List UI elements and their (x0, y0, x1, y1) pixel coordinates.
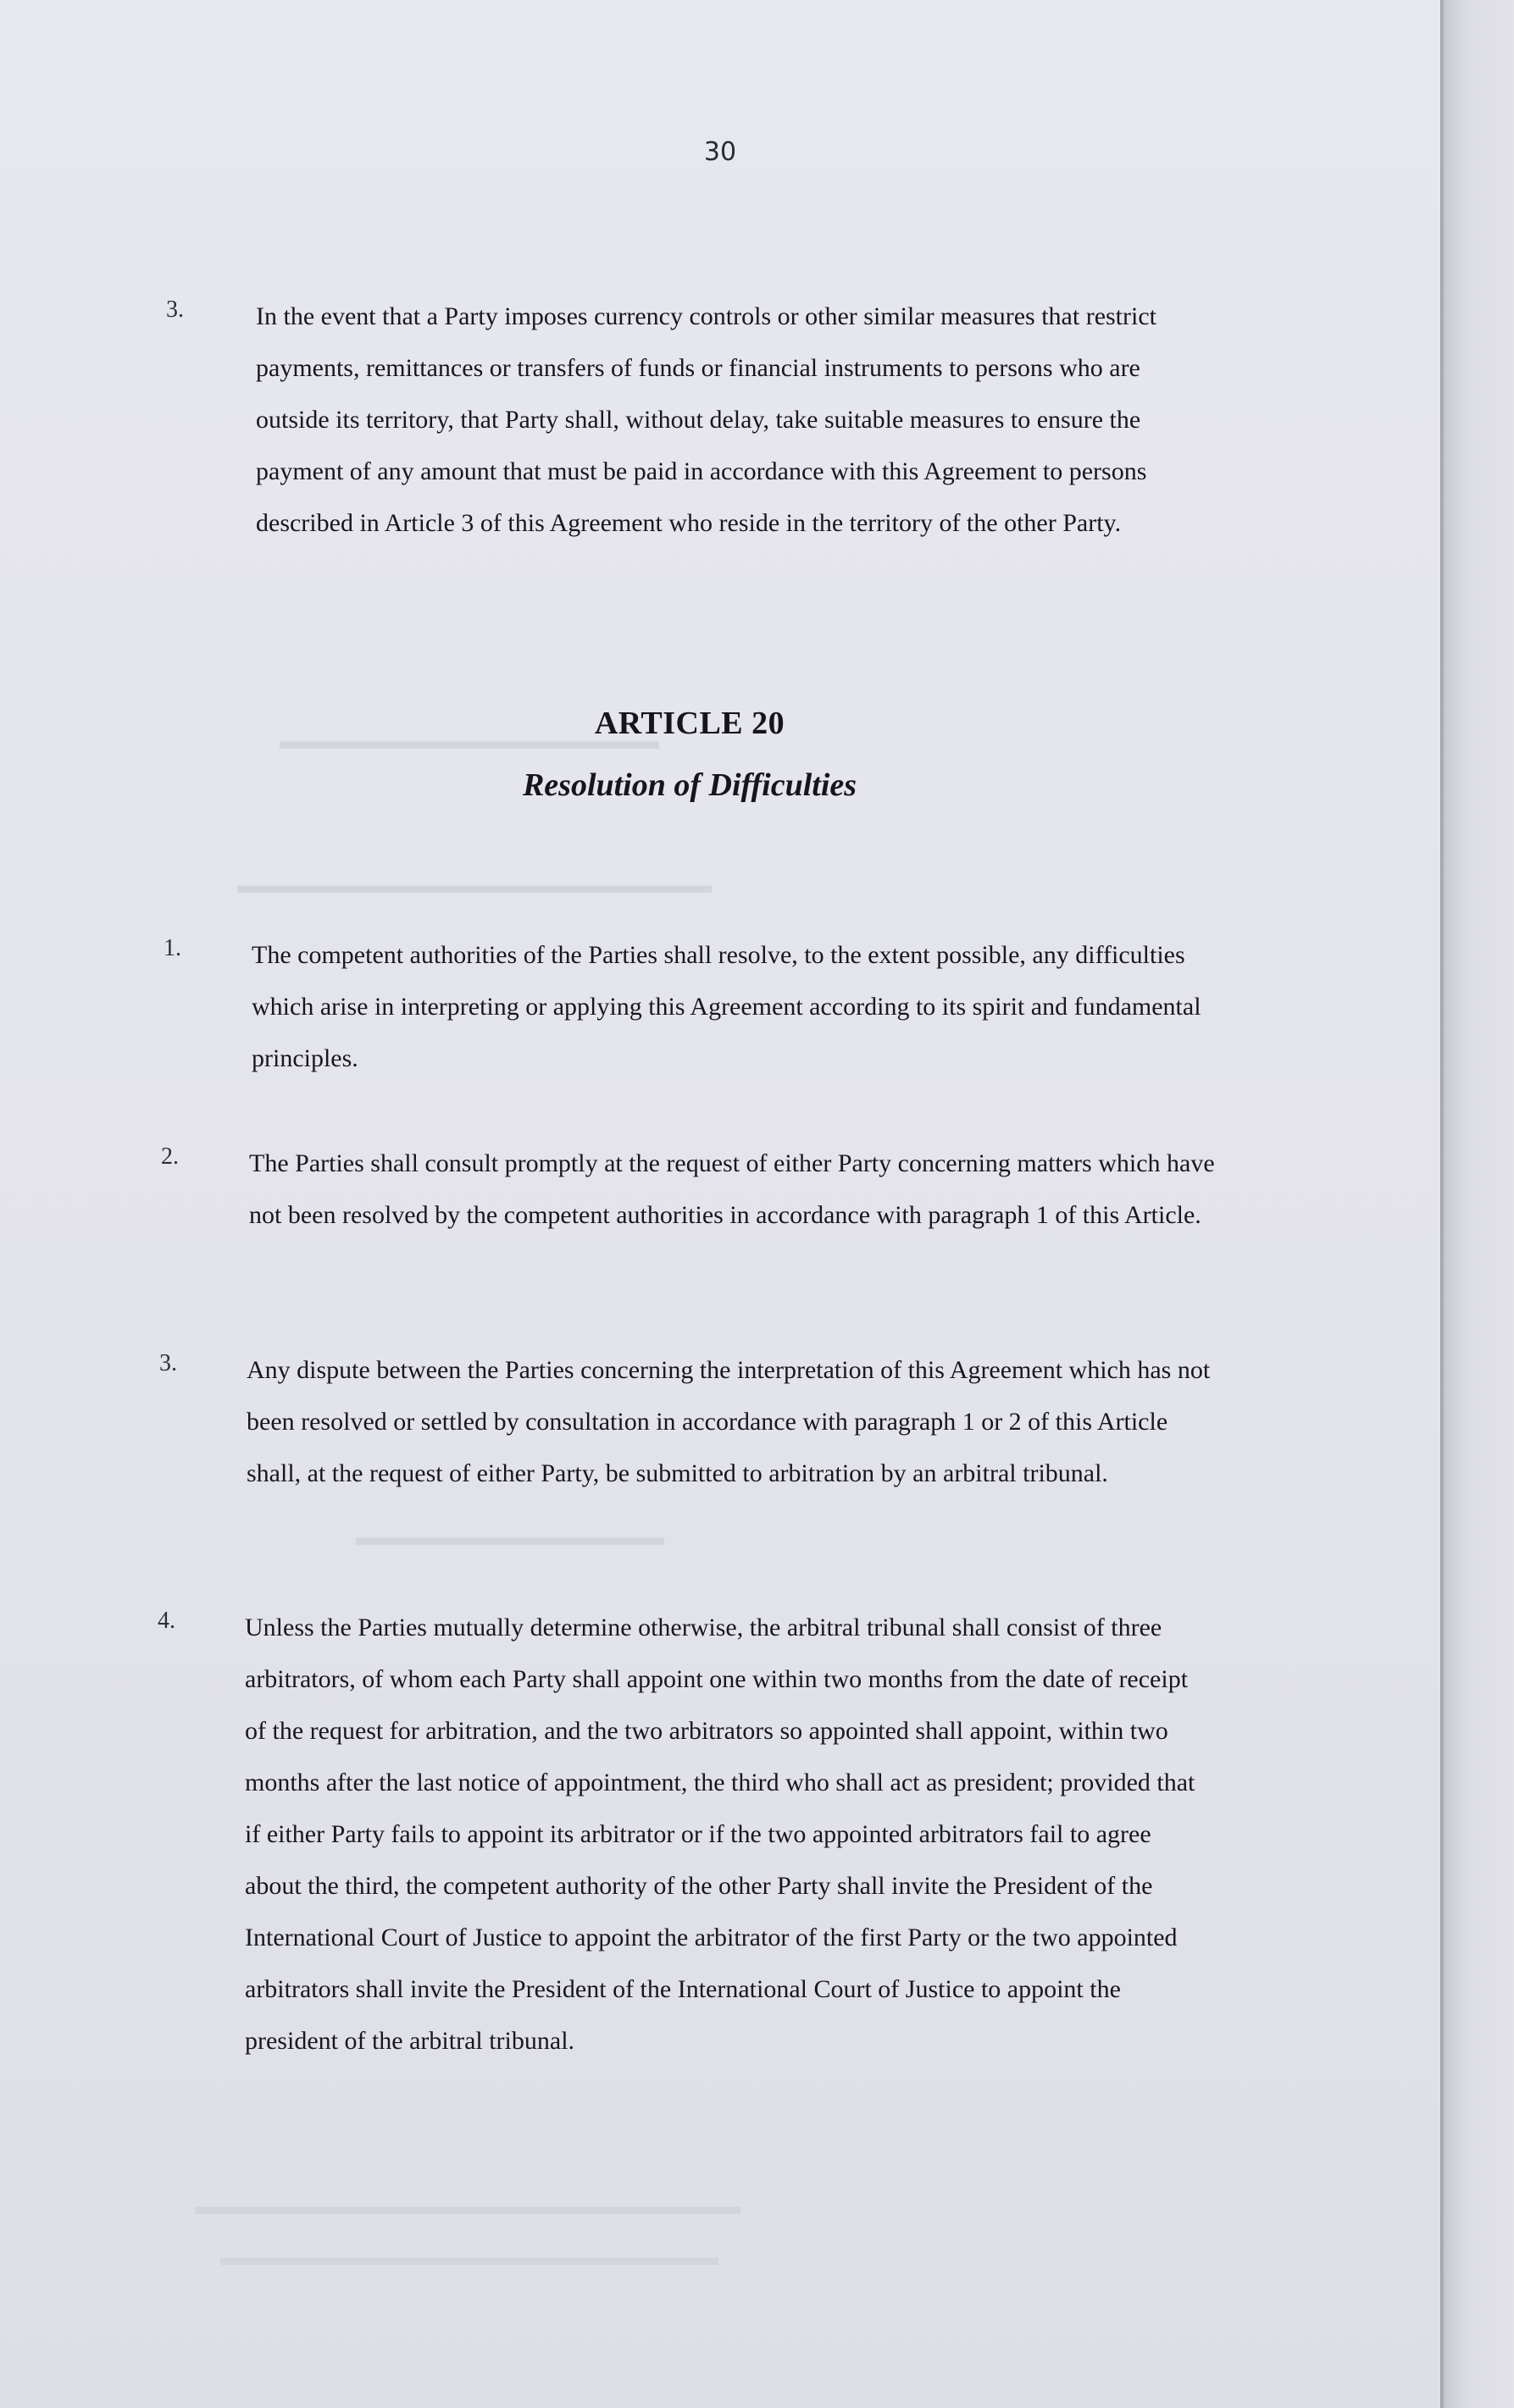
paragraph-number: 3. (159, 1350, 177, 1376)
page-edge-shadow (1440, 0, 1514, 2408)
article-title: ARTICLE 20 (594, 706, 785, 741)
paragraph-text: The Parties shall consult promptly at the request of either Party concerning matters which have not been resolved by the competent authorities in accordance with paragraph 1 of this Article. (249, 1149, 1215, 1229)
show-through-mark: ▬▬▬▬▬▬▬▬▬▬▬▬▬▬▬▬ (280, 728, 659, 755)
article-subtitle: Resolution of Difficulties (522, 767, 857, 803)
show-through-mark: ▬▬▬▬▬▬▬▬▬▬▬▬▬ (356, 1525, 664, 1551)
page-number: 30 (703, 137, 737, 167)
paragraph-number: 2. (161, 1143, 179, 1170)
paragraph-text: Any dispute between the Parties concerning the interpretation of this Agreement which has not been resolved or settled by consultation in accordance with paragraph 1 or 2 of this Article shall, at the request of either Party, be submitted to arbitration by an arbitral tribunal. (247, 1356, 1211, 1487)
paragraph-text: Unless the Parties mutually determine otherwise, the arbitral tribunal shall consist of three arbitrators, of whom each Party shall appoint one within two months from the date of receipt of the request for arbitration, and the two arbitrators so appointed shall appoint, within two months after the last notice of appointment, the third who shall act as president; provided that if either Party fails to appoint its arbitrator or if the two appointed arbitrators fail to agree about the third, the competent authority of the other Party shall invite the President of the International Court of Justice to appoint the arbitrator of the first Party or the two appointed arbitrators shall invite the President of the International Court of Justice to appoint the president of the arbitral tribunal. (245, 1614, 1195, 2055)
paragraph-text: The competent authorities of the Parties shall resolve, to the extent possible, any difficulties which arise in interpreting or applying this Agreement according to its spirit and fundamental principles. (252, 941, 1201, 1072)
show-through-mark: ▬▬▬▬▬▬▬▬▬▬▬▬▬▬▬▬▬▬▬▬▬ (220, 2245, 718, 2271)
intro-paragraph-text: In the event that a Party imposes currency controls or other similar measures that restrict payments, remittances or transfers of funds or financial instruments to persons who are outside its territory, that Party shall, without delay, take suitable measures to ensure the payment of any amount that must be paid in accordance with this Agreement to persons described in Article 3 of this Agreement who reside in the territory of the other Party. (256, 302, 1156, 537)
paragraph-number: 4. (158, 1608, 175, 1634)
intro-paragraph-number: 3. (166, 296, 184, 323)
show-through-mark: ▬▬▬▬▬▬▬▬▬▬▬▬▬▬▬▬▬▬▬▬ (237, 872, 712, 899)
paragraph-number: 1. (164, 935, 181, 961)
show-through-mark: ▬▬▬▬▬▬▬▬▬▬▬▬▬▬▬▬▬▬▬▬▬▬▬ (195, 2194, 740, 2220)
